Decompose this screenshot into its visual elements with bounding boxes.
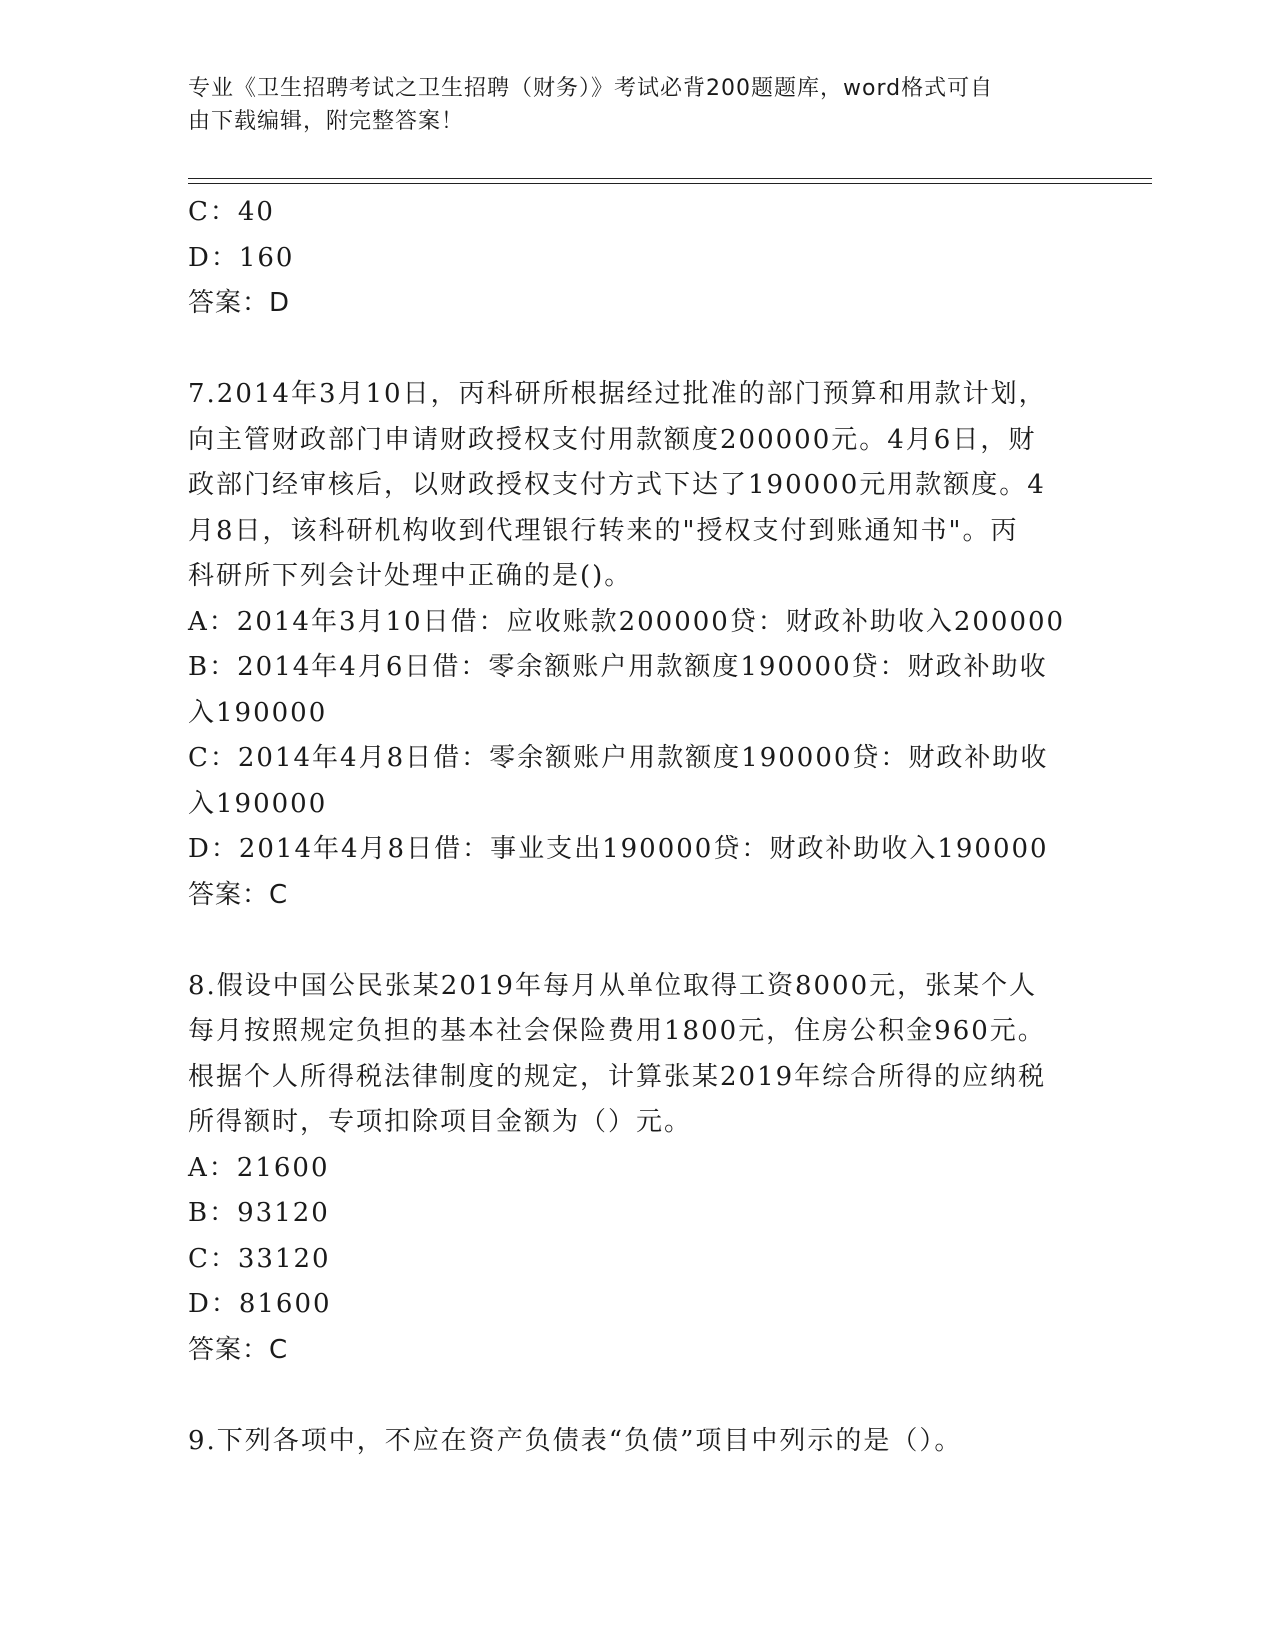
q6-answer: 答案：D (188, 288, 291, 318)
q7-option-c: C：2014年4月8日借：零余额账户用款额度190000贷：财政补助收 (188, 743, 1049, 773)
header-line-1: 专业《卫生招聘考试之卫生招聘（财务）》考试必背200题题库，word格式可自 (188, 76, 994, 101)
q7-stem-line: 政部门经审核后，以财政授权支付方式下达了190000元用款额度。4 (188, 470, 1046, 500)
q7-answer: 答案：C (188, 879, 289, 910)
q8-answer: 答案：C (188, 1334, 289, 1365)
q9-stem-line: 9.下列各项中，不应在资产负债表“负债”项目中列示的是（）。 (188, 1425, 963, 1456)
q8-option-d: D：81600 (188, 1289, 332, 1319)
q7-option-c-cont: 入190000 (188, 788, 328, 819)
q8-stem-line: 每月按照规定负担的基本社会保险费用1800元，住房公积金960元。 (188, 1016, 1046, 1046)
q7-option-d: D：2014年4月8日借：事业支出190000贷：财政补助收入190000 (188, 834, 1049, 864)
q8-stem-line: 8.假设中国公民张某2019年每月从单位取得工资8000元，张某个人 (188, 970, 1038, 1001)
spacer (188, 327, 1088, 373)
header-line-2: 由下载编辑，附完整答案！ (188, 109, 465, 134)
q8-stem-line: 根据个人所得税法律制度的规定，计算张某2019年综合所得的应纳税 (188, 1061, 1047, 1092)
q7-stem-line: 月8日，该科研机构收到代理银行转来的"授权支付到账通知书"。丙 (188, 515, 1019, 546)
document-body (188, 190, 1088, 1464)
spacer (188, 918, 1088, 964)
q8-option-b: B：93120 (188, 1198, 330, 1228)
q7-stem-line: 科研所下列会计处理中正确的是()。 (188, 561, 633, 591)
q6-option-d: D：160 (188, 242, 295, 273)
q8-option-a: A：21600 (188, 1152, 330, 1183)
q7-stem-line: 向主管财政部门申请财政授权支付用款额度200000元。4月6日，财 (188, 424, 1037, 455)
q8-option-c: C：33120 (188, 1243, 331, 1274)
q7-stem-line: 7.2014年3月10日，丙科研所根据经过批准的部门预算和用款计划， (188, 379, 1047, 409)
header-divider-bottom (188, 183, 1152, 184)
header-divider-top (188, 178, 1152, 179)
q7-option-b-cont: 入190000 (188, 697, 328, 728)
q8-stem-line: 所得额时，专项扣除项目金额为（）元。 (188, 1107, 693, 1137)
q6-option-c: C：40 (188, 197, 275, 227)
document-header (188, 72, 1088, 138)
q7-option-a: A：2014年3月10日借：应收账款200000贷：财政补助收入200000 (188, 606, 1066, 637)
spacer (188, 1373, 1088, 1419)
q7-option-b: B：2014年4月6日借：零余额账户用款额度190000贷：财政补助收 (188, 652, 1048, 682)
